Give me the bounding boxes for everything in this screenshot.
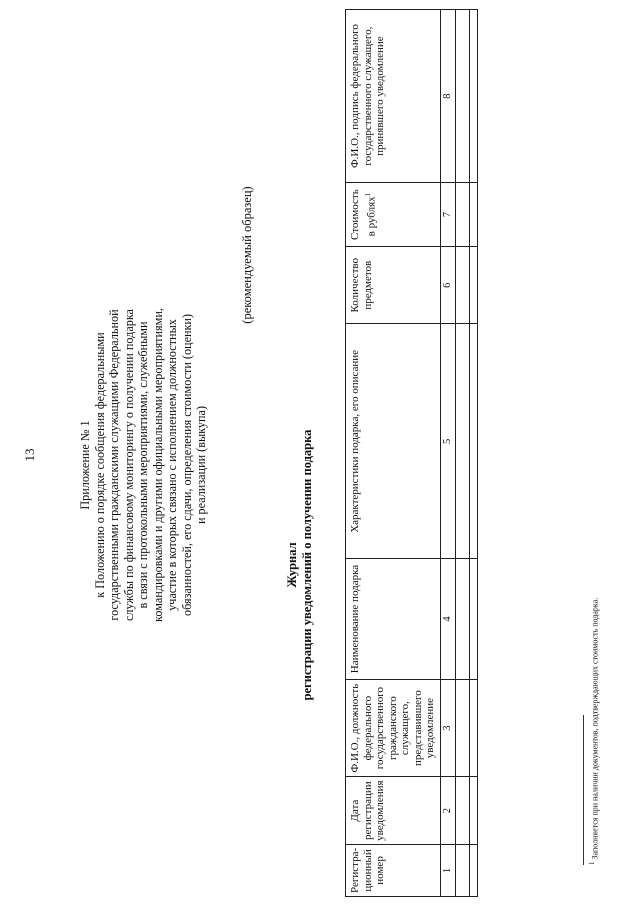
journal-title [285,355,315,775]
column-number: 2 [440,777,456,844]
table-cell [456,777,470,844]
journal-subheading: регистрации уведомлений о получении подарка [300,429,314,701]
table-cell [470,679,478,777]
table-row-empty [456,10,470,897]
table-cell [456,246,470,323]
footnote-mark: 1 [588,861,596,865]
column-number: 8 [440,10,456,183]
appendix-line: обязанностей, его сдачи, определения стоимости (оценки) [179,314,194,617]
column-number: 3 [440,679,456,777]
table-cell [470,844,478,896]
table-cell [456,844,470,896]
table-row-empty [470,10,478,897]
footnote-mark: 1 [363,192,372,197]
footnote-divider [583,715,584,865]
table-cell [470,246,478,323]
table-header-row [346,10,441,897]
table-cell [456,10,470,183]
appendix-line: Приложение № 1 [78,420,92,510]
header-cell-gift-description: Характеристики подарка, его описание [346,324,441,559]
cost-header-text: Стоимость в рублях [349,189,378,240]
table-cell [456,679,470,777]
header-cell-quantity: Количество предметов [346,246,441,323]
journal-table [345,9,478,897]
footnote [588,165,600,865]
header-cell-cost [346,183,441,247]
table-cell [470,324,478,559]
column-number: 4 [440,559,456,679]
appendix-line: и реализации (выкупа) [194,406,208,525]
footnote-text: Заполняется при наличии документов, подтверждающих стоимость подарка. [590,597,600,860]
journal-heading: Журнал [285,542,299,588]
appendix-line: командировками и другими официальными мероприятиями, [150,308,165,622]
page-number: 13 [22,448,37,462]
appendix-line: к Положению о порядке сообщения федеральными [92,332,107,598]
table-cell [470,10,478,183]
appendix-line: службы по финансовому мониторингу о получении подарка [121,309,136,621]
column-number: 7 [440,183,456,247]
header-cell-gift-name: Наименование подарка [346,559,441,679]
header-cell-receiver: Ф.И.О., подпись федерального государственного служащего, принявшего уведомление [346,10,441,183]
table-cell [456,559,470,679]
column-number: 5 [440,324,456,559]
table-cell [470,183,478,247]
table-cell [456,183,470,247]
appendix-line: участие в которых связано с исполнением должностных [165,319,179,611]
recommended-sample-note: (рекомендуемый образец) [240,186,254,324]
appendix-header [78,265,209,665]
table-cell [470,559,478,679]
table-number-row [440,10,456,897]
header-cell-reg-number: Регистра-ционный номер [346,844,441,896]
table-cell [456,324,470,559]
table-cell [470,777,478,844]
column-number: 6 [440,246,456,323]
column-number: 1 [440,844,456,896]
appendix-line: государственными гражданскими служащими Федеральной [107,309,121,621]
appendix-line: в связи с протокольными мероприятиями, служебными [136,321,150,609]
header-cell-reg-date: Дата регистрации уведомления [346,777,441,844]
header-cell-employee: Ф.И.О., должность федерального государственного гражданского служащего, представившего уведомление [346,679,441,777]
